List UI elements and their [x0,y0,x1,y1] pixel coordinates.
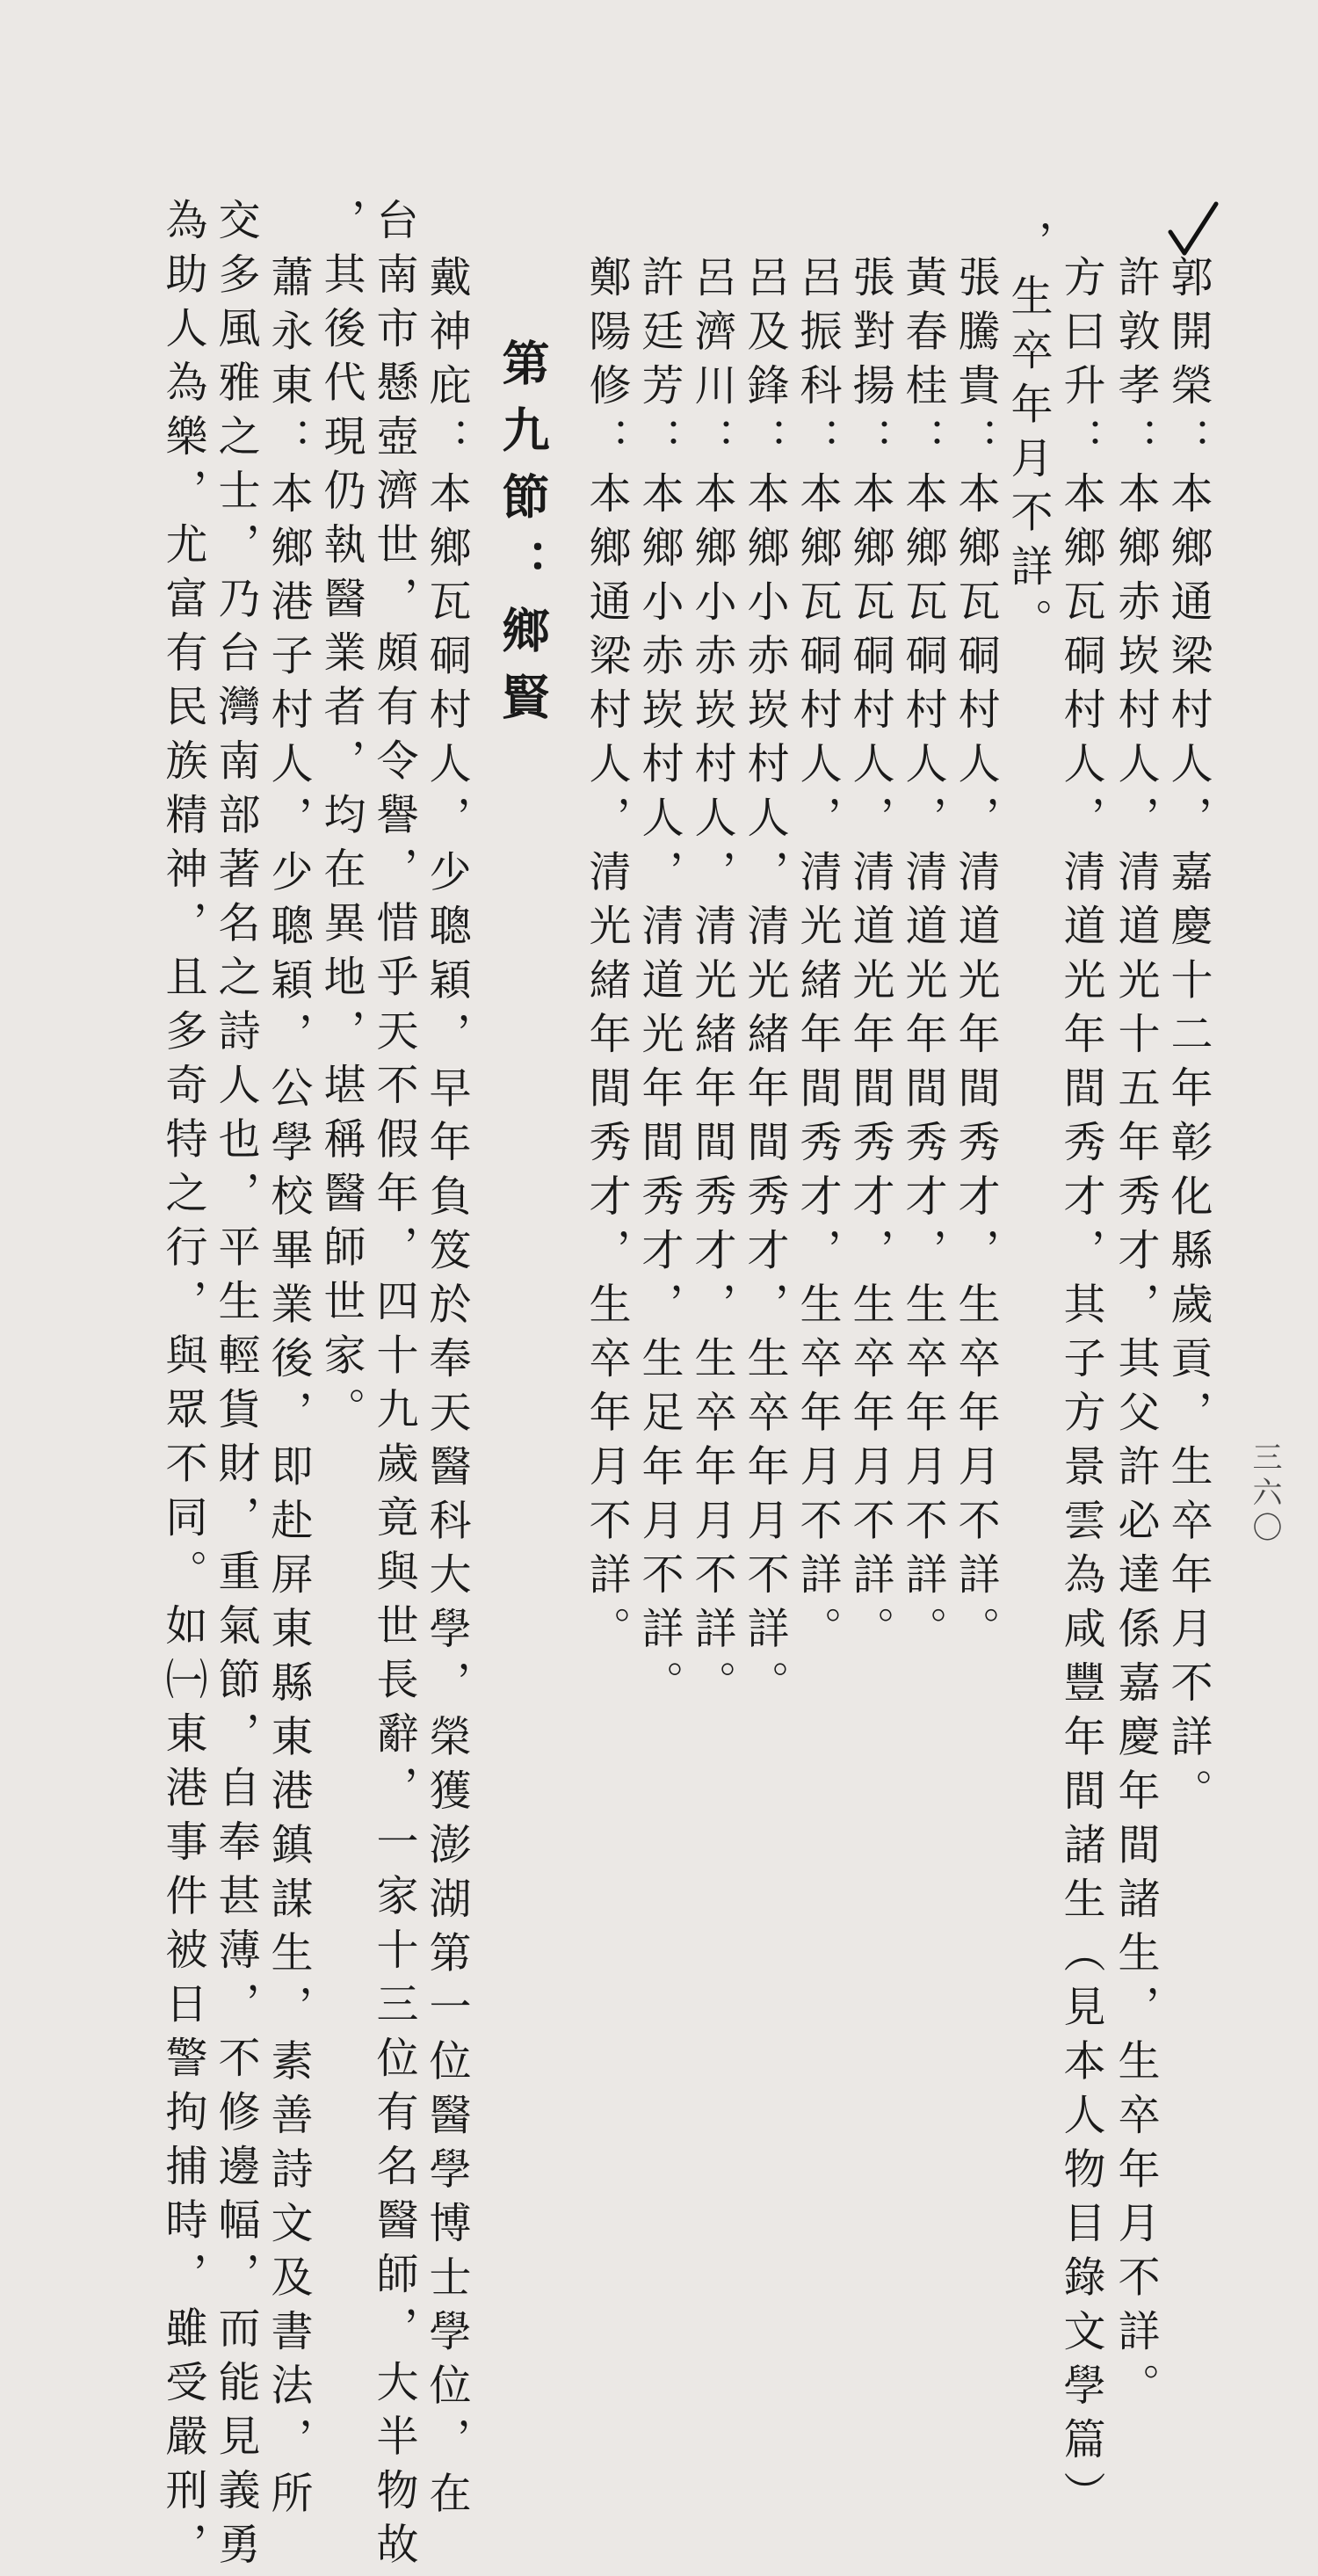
section-heading: 第九節：鄉賢 [495,338,551,739]
entry-column-9: 呂及鋒：本鄉小赤崁村人，清光緒年間秀才，生卒年月不詳。 [740,255,789,1715]
entry-column-17: 交多風雅之士，乃台灣南部著名之詩人也，平生輕貨財，重氣節，自奉甚薄，不修邊幅，而能見義勇 [211,198,260,2576]
entry-column-4: ，生卒年月不詳。 [1003,220,1053,652]
entry-column-18: 為助人為樂，尤富有民族精神，且多奇特之行，與眾不同。如㈠東港事件被日警拘捕時，雖受嚴刑， [158,198,207,2576]
entry-column-2: 許敦孝：本鄉赤崁村人，清道光十五年秀才，其父許必達係嘉慶年間諸生，生卒年月不詳。 [1111,255,1160,2417]
entry-column-16: 蕭永東：本鄉港子村人，少聰穎，公學校畢業後，即赴屏東縣東港鎮謀生，素善詩文及書法，所 [264,255,313,2525]
entry-column-6: 黃春桂：本鄉瓦硐村人，清道光年間秀才，生卒年月不詳。 [898,255,947,1660]
entry-column-13: 戴神庇：本鄉瓦硐村人，少聰穎，早年負笈於奉天醫科大學，榮獲澎湖第一位醫學博士學位，在 [422,255,471,2525]
entry-column-5: 張騰貴：本鄉瓦硐村人，清道光年間秀才，生卒年月不詳。 [951,255,1000,1660]
entry-column-3: 方曰升：本鄉瓦硐村人，清道光年間秀才，其子方景雲為咸豐年間諸生（見本人物目錄文學篇） [1056,255,1105,2525]
entry-column-12: 鄭陽修：本鄉通梁村人，清光緒年間秀才，生卒年月不詳。 [582,255,631,1660]
entry-column-11: 許廷芳：本鄉小赤崁村人，清道光年間秀才，生足年月不詳。 [634,255,684,1715]
entry-column-15: ，其後代現仍執醫業者，均在異地，堪稱醫師世家。 [316,198,366,1441]
entry-column-1: 郭開榮：本鄉通梁村人，嘉慶十二年彰化縣歲貢，生卒年月不詳。 [1163,255,1213,1823]
page-number: 三六〇 [1247,1441,1282,1547]
entry-column-10: 呂濟川：本鄉小赤崁村人，清光緒年間秀才，生卒年月不詳。 [687,255,736,1715]
bleed-through-text [1158,220,1193,258]
entry-column-7: 張對揚：本鄉瓦硐村人，清道光年間秀才，生卒年月不詳。 [845,255,894,1660]
entry-column-8: 呂振科：本鄉瓦硐村人，清光緒年間秀才，生卒年月不詳。 [793,255,842,1660]
entry-column-14: 台南市懸壺濟世，頗有令譽，惜乎天不假年，四十九歲竟與世長辭，一家十三位有名醫師，大半物故 [369,198,418,2576]
